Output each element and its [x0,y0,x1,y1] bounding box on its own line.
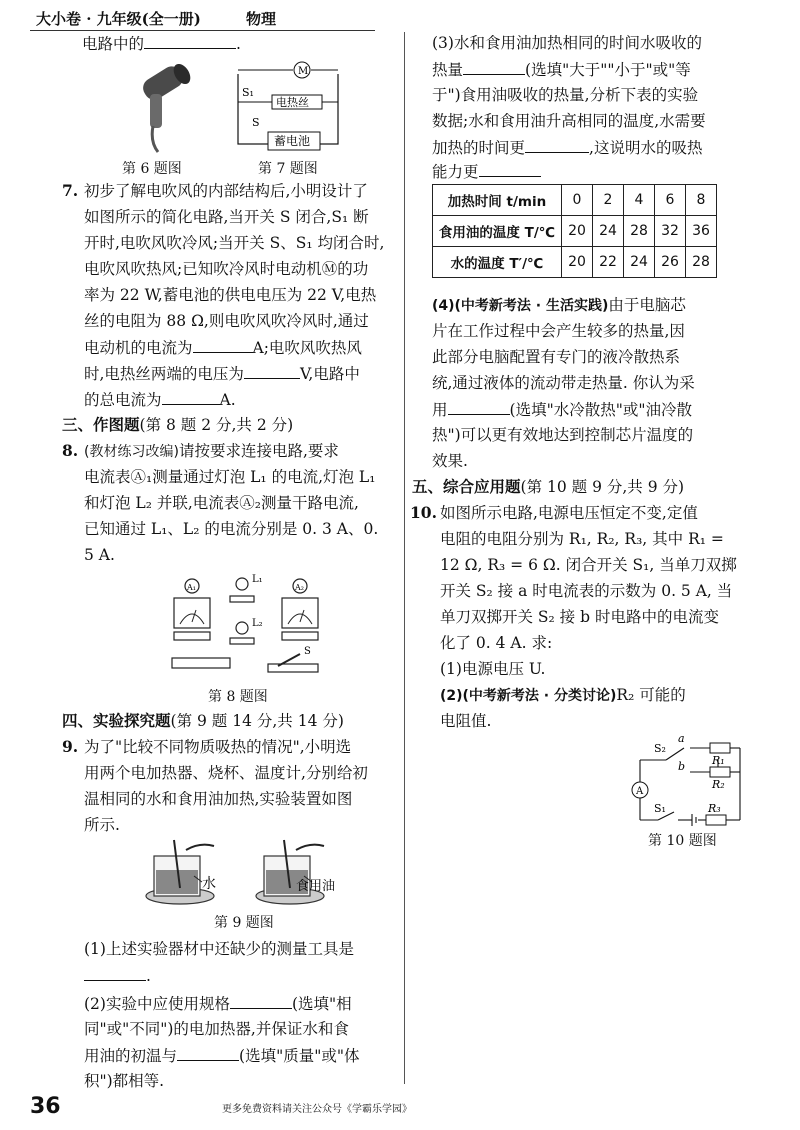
q10-number: 10. [410,503,437,522]
table-cell: 28 [686,247,717,278]
section-5-heading: 五、综合应用题(第 10 题 9 分,共 9 分) [412,477,685,496]
column-divider [404,32,405,1084]
table-cell: 20 [562,247,593,278]
q9-line: 温相同的水和食用油加热,实验装置如图 [84,790,353,808]
q9-part3: 加热的时间更 ,这说明水的吸热 [432,139,703,157]
q7-line: 时,电热丝两端的电压为 V,电路中 [84,365,360,383]
header-subject: 物理 [246,10,277,28]
q9-part4: 用 (选填"水冷散热"或"油冷散 [432,401,692,419]
answer-blank[interactable] [244,364,300,379]
r2-label: R₂ [712,778,725,791]
s2-label: S₂ [654,742,666,755]
page-number: 36 [30,1094,61,1119]
r1-label: R₁ [712,754,725,767]
r3-label: R₃ [708,802,721,815]
table-cell: 4 [624,185,655,216]
ammeter-symbol: A [636,786,644,797]
q9-part2: 同"或"不同")的电加热器,并保证水和食 [84,1020,349,1038]
fig7-caption: 第 7 题图 [258,161,318,177]
fig8-caption: 第 8 题图 [208,689,268,705]
ammeter2-label: A₂ [295,583,304,592]
q10-sub1: (1)电源电压 U. [440,660,546,678]
terminal-a-label: a [678,732,685,745]
q8-line: 5 A. [84,546,115,564]
table-row [433,216,717,247]
header-rule [30,30,375,31]
q8-line: (教材练习改编)请按要求连接电路,要求 [84,442,339,460]
table-row [433,185,717,216]
fig6-caption: 第 6 题图 [122,161,182,177]
s1-label: S₁ [242,86,254,99]
q9-part2: (2)实验中应使用规格 (选填"相 [84,995,352,1013]
fig9-beakers [140,836,340,908]
answer-blank[interactable] [479,162,541,177]
s-label: S [252,116,260,129]
table-cell: 22 [593,247,624,278]
q8-line: 电流表Ⓐ₁测量通过灯泡 L₁ 的电流,灯泡 L₁ [84,468,376,486]
table-cell: 0 [562,185,593,216]
q9-part2: 积")都相等. [84,1072,165,1090]
q9-part3: (3)水和食用油加热相同的时间水吸收的 [432,34,702,52]
table-cell: 26 [655,247,686,278]
table-cell: 24 [593,216,624,247]
data-table [432,184,717,278]
switch-s-label: S [304,646,311,657]
q9-number: 9. [62,737,79,756]
q10-line: 化了 0. 4 A. 求: [440,634,553,652]
q6-tail-line: 电路中的 . [82,35,241,53]
q9-part3: 数据;水和食用油升高相同的温度,水需要 [432,112,706,130]
q9-line: 为了"比较不同物质吸热的情况",小明选 [84,738,352,756]
q9-part3: 能力更 [432,162,541,181]
q9-part4: 热")可以更有效地达到控制芯片温度的 [432,426,694,444]
fig7-circuit [228,58,348,154]
q7-line: 电动机的电流为 A;电吹风吹热风 [84,339,362,357]
bulb-l1-label: L₁ [252,574,263,585]
q9-part4: 效果. [432,452,468,470]
q9-part4: (4)(中考新考法 · 生活实践)由于电脑芯 [432,296,686,314]
answer-blank[interactable] [162,390,220,405]
q7-line: 开时,电吹风吹冷风;当开关 S、S₁ 均闭合时, [84,234,385,252]
q10-line: 12 Ω, R₃ = 6 Ω. 闭合开关 S₁, 当单刀双掷 [440,556,737,574]
footer-note: 更多免费资料请关注公众号《学霸乐学园》 [222,1104,412,1115]
table-cell: 20 [562,216,593,247]
s1-label: S₁ [654,802,666,815]
q9-part2: 用油的初温与 (选填"质量"或"体 [84,1047,360,1065]
q7-line: 率为 22 W,蓄电池的供电电压为 22 V,电热 [84,286,377,304]
answer-blank[interactable] [463,60,525,75]
q9-line: 所示. [84,816,120,834]
q10-line: 电阻的电阻分别为 R₁, R₂, R₃, 其中 R₁ = [440,530,724,548]
table-header: 水的温度 T′/℃ [433,247,562,278]
water-label: 水 [202,876,216,892]
table-cell: 28 [624,216,655,247]
fig8-components [168,572,328,684]
fig10-caption: 第 10 题图 [648,833,717,849]
table-cell: 6 [655,185,686,216]
q9-part4: 统,通过液体的流动带走热量. 你认为采 [432,374,695,392]
q7-line: 电吹风吹热风;已知吹冷风时电动机Ⓜ的功 [84,260,369,278]
fig10-circuit [618,730,748,830]
answer-blank[interactable] [448,400,510,415]
table-cell: 8 [686,185,717,216]
section-3-heading: 三、作图题(第 8 题 2 分,共 2 分) [62,415,294,434]
q7-number: 7. [62,181,79,200]
table-cell: 36 [686,216,717,247]
section-4-heading: 四、实验探究题(第 9 题 14 分,共 14 分) [62,711,344,730]
q7-line: 的总电流为 A. [84,391,236,409]
q9-line: 用两个电加热器、烧杯、温度计,分别给初 [84,764,368,782]
q9-part4: 片在工作过程中会产生较多的热量,因 [432,322,685,340]
answer-blank[interactable] [193,338,253,353]
q9-part1: (1)上述实验器材中还缺少的测量工具是 [84,940,354,958]
q7-line: 初步了解电吹风的内部结构后,小明设计了 [84,182,368,200]
q8-number: 8. [62,441,79,460]
q10-sub2: 电阻值. [440,712,492,730]
header-title: 大小卷 · 九年级(全一册) [36,10,201,28]
q7-line: 丝的电阻为 88 Ω,则电吹风吹冷风时,通过 [84,312,369,330]
answer-blank[interactable] [144,34,236,49]
q10-sub2: (2)(中考新考法 · 分类讨论)R₂ 可能的 [440,686,686,704]
q10-line: 开关 S₂ 接 a 时电流表的示数为 0. 5 A, 当 [440,582,733,600]
answer-blank[interactable] [525,138,589,153]
battery-label: 蓄电池 [274,134,311,148]
fig9-caption: 第 9 题图 [214,915,274,931]
table-cell: 32 [655,216,686,247]
bulb-l2-label: L₂ [252,618,263,629]
q10-line: 如图所示电路,电源电压恒定不变,定值 [440,504,698,522]
answer-blank[interactable] [177,1046,239,1061]
q8-line: 和灯泡 L₂ 并联,电流表Ⓐ₂测量干路电流, [84,494,359,512]
q9-part3: 于")食用油吸收的热量,分析下表的实验 [432,86,699,104]
table-cell: 2 [593,185,624,216]
q9-part4: 此部分电脑配置有专门的液冷散热系 [432,348,681,366]
q10-line: 单刀双掷开关 S₂ 接 b 时电路中的电流变 [440,608,719,626]
hair-dryer-figure [120,64,200,156]
q9-part1-answer: . [84,966,151,985]
answer-blank[interactable] [230,994,292,1009]
table-header: 加热时间 t/min [433,185,562,216]
oil-label: 食用油 [296,879,336,894]
ammeter1-label: A₁ [187,583,196,592]
q7-line: 如图所示的简化电路,当开关 S 闭合,S₁ 断 [84,208,369,226]
q9-part3: 热量 (选填"大于""小于"或"等 [432,61,691,79]
terminal-b-label: b [678,760,686,773]
table-cell: 24 [624,247,655,278]
q8-line: 已知通过 L₁、L₂ 的电流分别是 0. 3 A、0. [84,520,379,538]
heater-label: 电热丝 [276,96,309,109]
table-row [433,247,717,278]
table-header: 食用油的温度 T/℃ [433,216,562,247]
motor-symbol: M [298,66,309,77]
answer-blank[interactable] [84,966,146,981]
